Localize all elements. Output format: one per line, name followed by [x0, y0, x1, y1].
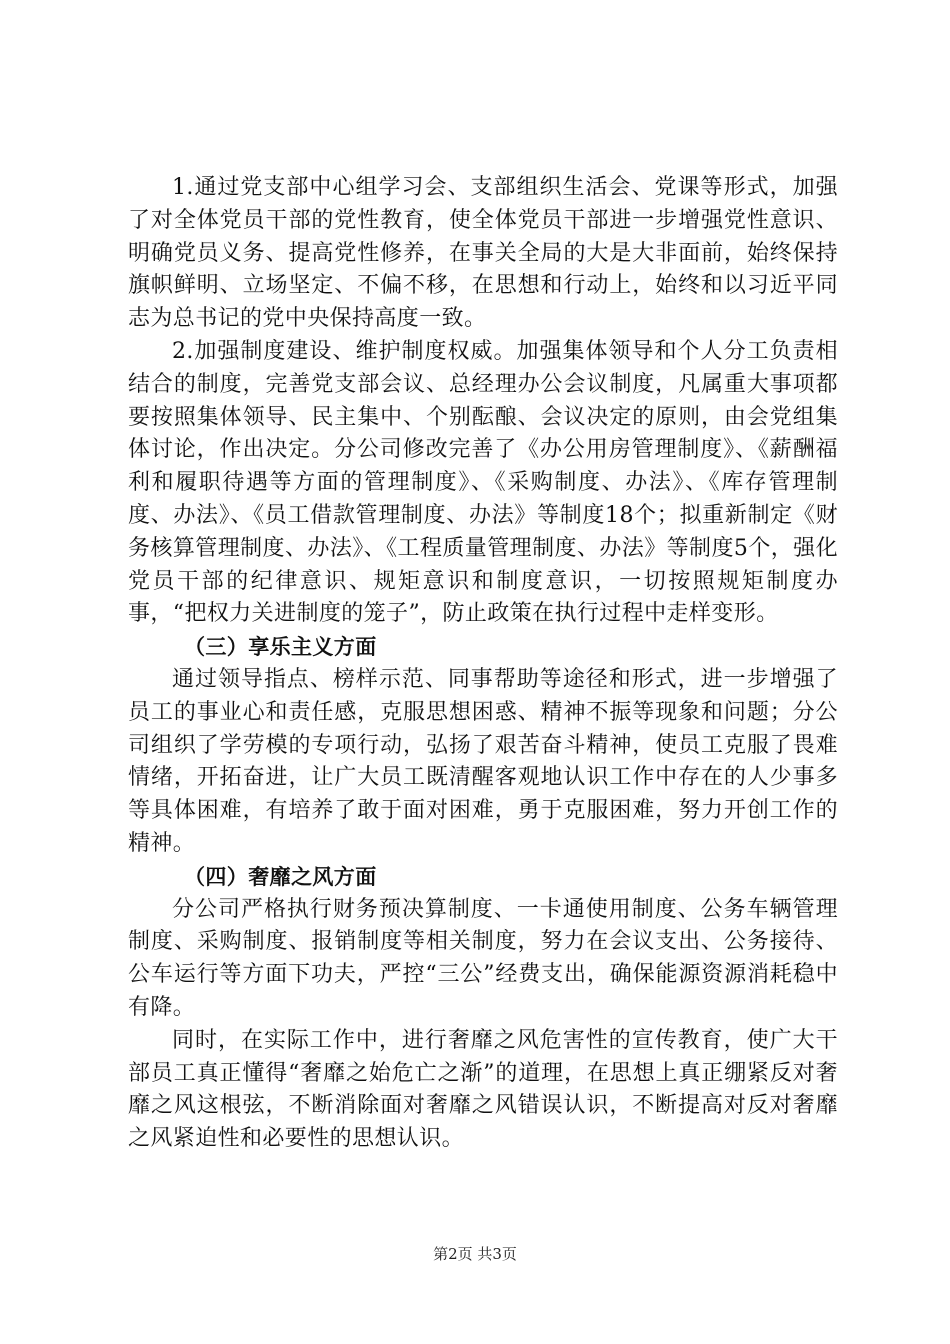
page-number-footer: 第2页 共3页: [433, 1245, 517, 1263]
paragraph-party-education: 1.通过党支部中心组学习会、支部组织生活会、党课等形式，加强了对全体党员干部的党性教育，使全体党员干部进一步增强党性意识、明确党员义务、提高党性修养，在事关全局的大是大非面前，始终保持旗帜鲜明、立场坚定、不偏不移，在思想和行动上，始终和以习近平同志为总书记的党中央保持高度一致。: [128, 175, 838, 332]
section-heading-extravagance: （四）奢靡之风方面: [184, 864, 377, 889]
section-heading-hedonism: （三）享乐主义方面: [184, 635, 377, 660]
document-body: [128, 172, 838, 1156]
paragraph-hedonism: 通过领导指点、榜样示范、同事帮助等途径和形式，进一步增强了员工的事业心和责任感，克服思想困惑、精神不振等现象和问题；分公司组织了学劳模的专项行动，弘扬了艰苦奋斗精神，使员工克服了畏难情绪，开拓奋进，让广大员工既清醒客观地认识工作中存在的人少事多等具体困难，有培养了敢于面对困难，勇于克服困难，努力开创工作的精神。: [128, 666, 838, 856]
paragraph-institution-building: 2.加强制度建设、维护制度权威。加强集体领导和个人分工负责相结合的制度，完善党支部会议、总经理办公会议制度，凡属重大事项都要按照集体领导、民主集中、个别酝酿、会议决定的原则，由会党组集体讨论，作出决定。分公司修改完善了《办公用房管理制度》、《薪酬福利和履职待遇等方面的管理制度》、《采购制度、办法》、《库存管理制度、办法》、《员工借款管理制度、办法》等制度18个；拟重新制定《财务核算管理制度、办法》、《工程质量管理制度、办法》等制度5个，强化党员干部的纪律意识、规矩意识和制度意识，一切按照规矩制度办事，“把权力关进制度的笼子”，防止政策在执行过程中走样变形。: [128, 338, 838, 627]
paragraph-extravagance-education: 同时，在实际工作中，进行奢靡之风危害性的宣传教育，使广大干部员工真正懂得“奢靡之始危亡之渐”的道理，在思想上真正绷紧反对奢靡之风这根弦，不断消除面对奢靡之风错误认识，不断提高对反对奢靡之风紧迫性和必要性的思想认识。: [128, 1027, 838, 1152]
paragraph-extravagance-rules: 分公司严格执行财务预决算制度、一卡通使用制度、公务车辆管理制度、采购制度、报销制度等相关制度，努力在会议支出、公务接待、公车运行等方面下功夫，严控“三公”经费支出，确保能源资源消耗稳中有降。: [128, 896, 838, 1020]
